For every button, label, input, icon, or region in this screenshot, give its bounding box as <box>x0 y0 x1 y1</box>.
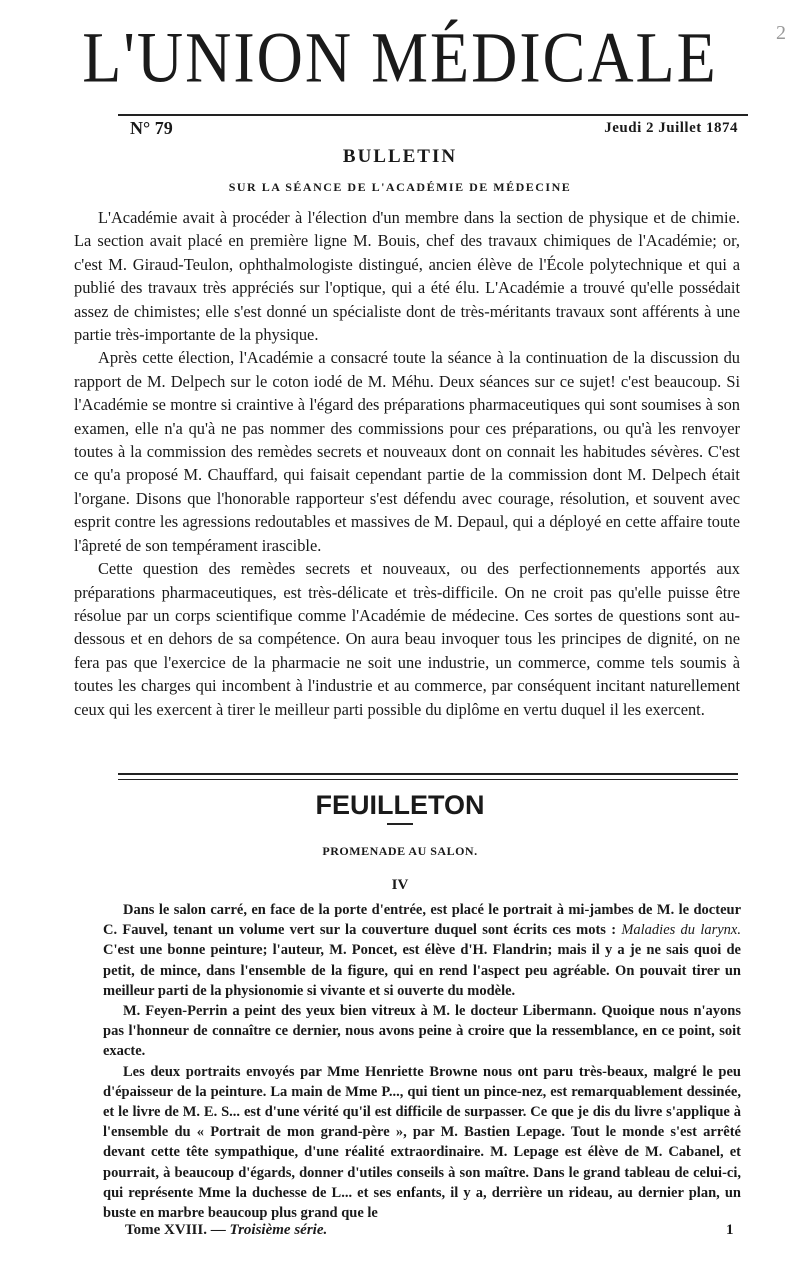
feuilleton-paragraph <box>103 900 741 1001</box>
bulletin-title: BULLETIN <box>342 146 458 167</box>
feuilleton-subtitle: PROMENADE AU SALON. <box>322 844 478 858</box>
page-number: 2 <box>776 22 786 44</box>
bulletin-paragraph: L'Académie avait à procéder à l'élection d'un membre dans la section de physique et de chimie. La section avait placé en première ligne M. Bouis, chef des travaux chimiques de l'Académie; or, c'est M. Giraud-Teulon, ophthalmologiste distingué, ancien élève de l'École polytechnique et qui a publié des travaux très appréciés sur l'optique, qui a été élu. L'Académie a trouvé qu'elle possédait assez de chimistes; elle s'est donné un spécialiste dont de très-méritants travaux sont afférents à une partie très-importante de la physique. <box>74 208 740 345</box>
bulletin-paragraph: Cette question des remèdes secrets et nouveaux, ou des perfectionnements apportés aux préparations pharmaceutiques, est très-délicate et très-difficile. On ne croit pas qu'elle puisse être résolue par un corps scientifique comme l'Académie de médecine. Ces sortes de questions sont au-dessous et en dehors de sa compétence. On aura beau invoquer tous les principes de dignité, on ne fera pas que l'exercice de la pharmacie ne soit une industrie, un commerce, comme tels soumis à toutes les charges qui incombent à l'industrie et au commerce, par conséquent incitant naturellement ceux qui les exercent à tirer le meilleur parti possible du diplôme en vertu duquel il les exercent. <box>74 559 740 719</box>
paragraph-text: C'est une bonne peinture; l'auteur, M. Poncet, est élève d'H. Flandrin; mais il y a je ne sais quoi de petit, de mince, dans l'ensemble de la figure, qui en rend l'aspect peu agréable. On pouvait tirer un meilleur parti de la physionomie si vivante et si ouverte du modèle. <box>103 942 741 999</box>
bulletin-subtitle: SUR LA SÉANCE DE L'ACADÉMIE DE MÉDECINE <box>228 180 572 194</box>
sheet-number: 1 <box>726 1222 734 1238</box>
bulletin-body <box>74 206 740 721</box>
section-divider <box>118 773 738 780</box>
feuilleton-paragraph: M. Feyen-Perrin a peint des yeux bien vitreux à M. le docteur Libermann. Quoique nous n'ayons pas l'honneur de connaître ce dernier, nous avons peine à croire que la ressemblance, en ce point, soit exacte. <box>103 1003 741 1060</box>
journal-title: L'UNION MÉDICALE <box>82 17 718 98</box>
feuilleton-title: FEUILLETON <box>315 790 485 820</box>
issue-date: Jeudi 2 Juillet 1874 <box>604 120 738 136</box>
bulletin-paragraph: Après cette élection, l'Académie a consacré toute la séance à la continuation de la discussion du rapport de M. Delpech sur le coton iodé de M. Méhu. Deux séances sur ce sujet! c'est beaucoup. Si l'Académie se montre si craintive à l'égard des préparations pharmaceutiques qui sont soumises à son examen, elle n'a qu'à ne pas nommer des commissions pour ces préparations, ou qu'à les renvoyer toutes à la commission des remèdes secrets et nouveaux dont on connait les habitudes sévères. C'est ce qu'a proposé M. Chauffard, qui faisait cependant partie de la commission dont M. Delpech était l'organe. Disons que l'honorable rapporteur s'est défendu avec courage, résolution, et souvent avec esprit contre les agressions redoutables et massives de M. Depaul, qui a déployé en cette affaire toute l'âpreté de son tempérament irascible. <box>74 348 740 555</box>
issue-number: N° 79 <box>130 118 173 138</box>
feuilleton-paragraph: Les deux portraits envoyés par Mme Henriette Browne nous ont paru très-beaux, malgré le peu d'épaisseur de la peinture. La main de Mme P..., qui tient un pince-nez, est remarquablement dessinée, et le livre de M. E. S... est d'une vérité qu'il est difficile de surpasser. Ce que je dis du livre s'applique à l'ensemble du « Portrait de mon grand-père », par M. Bastien Lepage. Tout le monde s'est arrêté devant cette tête sympathique, d'une réalité extraordinaire. M. Lepage est élève de M. Cabanel, et pourrait, à beaucoup d'égards, donner d'utiles conseils à son maître. Dans le grand tableau de celui-ci, qui représente Mme la duchesse de L... et ses enfants, il y a, derrière un rideau, au dernier plan, un buste en marbre beaucoup plus grand que le <box>103 1063 741 1222</box>
series-label: Troisième série. <box>229 1222 328 1238</box>
paragraph-text: Dans le salon carré, en face de la porte d'entrée, est placé le portrait à mi-jambes de M. le docteur C. Fauvel, tenant un volume vert sur la couverture duquel sont écrits ces mots : <box>103 902 741 939</box>
feuilleton-body <box>103 900 741 1223</box>
feuilleton-section-number: IV <box>391 877 409 893</box>
footer-tome <box>125 1222 327 1239</box>
title-dash <box>387 823 413 825</box>
book-title: Maladies du larynx. <box>621 922 741 939</box>
tome-label: Tome XVIII. — <box>125 1222 230 1238</box>
header-rule <box>118 114 748 116</box>
